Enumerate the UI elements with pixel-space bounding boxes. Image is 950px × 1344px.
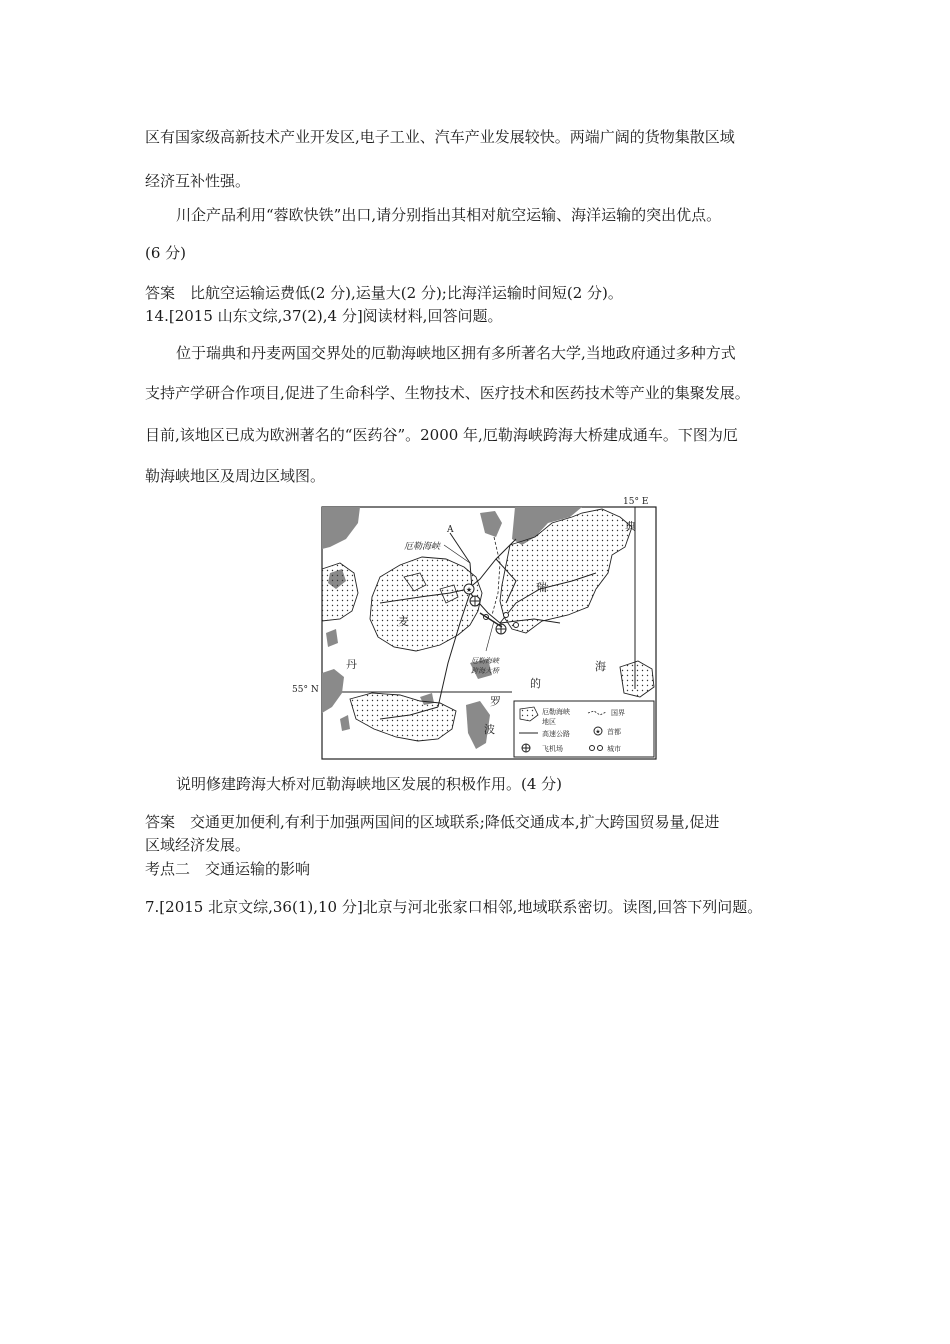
- question-text: 川企产品利用“蓉欧快铁”出口,请分别指出其相对航空运输、海洋运输的突出优点。: [176, 206, 722, 224]
- legend-city-icon: [598, 746, 603, 751]
- material-line: 支持产学研合作项目,促进了生命科学、生物技术、医疗技术和医药技术等产业的集聚发展。: [145, 384, 750, 402]
- country-label-denmark: 丹: [346, 658, 357, 671]
- answer-text: 区域经济发展。: [145, 836, 251, 854]
- point-a-label: A: [447, 525, 454, 535]
- sea-label: 的: [530, 677, 541, 690]
- country-label-sweden: 瑞: [536, 581, 547, 594]
- answer-text: 答案 交通更加便利,有利于加强两国间的区域联系;降低交通成本,扩大跨国贸易量,促进: [145, 813, 720, 831]
- question-header: 7.[2015 北京文综,36(1),10 分]北京与河北张家口相邻,地域联系密切。读图,回答下列问题。: [145, 898, 763, 916]
- material-line: 位于瑞典和丹麦两国交界处的厄勒海峡地区拥有多所著名大学,当地政府通过多种方式: [176, 344, 736, 362]
- legend-region-label: 地区: [542, 718, 556, 726]
- legend-highway-label: 高速公路: [542, 730, 570, 738]
- bridge-label-line2: 跨海大桥: [471, 667, 499, 675]
- country-label-sweden: 典: [625, 520, 636, 533]
- sea-label: 罗: [490, 695, 501, 708]
- longitude-label: 15° E: [623, 497, 649, 507]
- paragraph-line: 区有国家级高新技术产业开发区,电子工业、汽车产业发展较快。两端广阔的货物集散区域: [145, 128, 735, 146]
- legend-border-label: 国界: [611, 709, 625, 717]
- oresund-region-map: [292, 493, 660, 765]
- sea-label: 海: [595, 660, 606, 673]
- answer-text: 答案 比航空运输运费低(2 分),运量大(2 分);比海洋运输时间短(2 分)。: [145, 284, 623, 302]
- legend-airport-label: 飞机场: [542, 745, 563, 753]
- city-marker: [514, 623, 519, 628]
- question-header: 14.[2015 山东文综,37(2),4 分]阅读材料,回答问题。: [145, 307, 503, 325]
- legend-capital-label: 首都: [607, 728, 621, 736]
- latitude-label: 55° N: [292, 685, 319, 695]
- paragraph-line: 经济互补性强。: [145, 172, 251, 190]
- sea-label: 波: [484, 723, 495, 736]
- airport-icon: [496, 624, 506, 634]
- legend-star-icon: ★: [595, 728, 601, 736]
- section-heading: 考点二 交通运输的影响: [145, 860, 311, 878]
- legend-city-icon: [590, 746, 595, 751]
- capital-star-icon: ★: [465, 586, 473, 594]
- airport-icon: [470, 596, 480, 606]
- strait-label: 厄勒海峡: [404, 542, 441, 552]
- question-text: 说明修建跨海大桥对厄勒海峡地区发展的积极作用。(4 分): [176, 775, 563, 793]
- material-line: 目前,该地区已成为欧洲著名的“医药谷”。2000 年,厄勒海峡跨海大桥建成通车。下图为厄: [145, 426, 738, 444]
- city-marker: [504, 613, 509, 618]
- map-legend: [514, 701, 654, 757]
- material-line: 勒海峡地区及周边区域图。: [145, 467, 326, 485]
- question-score: (6 分): [145, 244, 187, 262]
- country-label-denmark: 麦: [398, 615, 409, 628]
- bridge-label-line1: 厄勒海峡: [471, 657, 499, 665]
- legend-region-label: 厄勒海峡: [542, 708, 570, 716]
- legend-city-label: 城市: [607, 745, 621, 753]
